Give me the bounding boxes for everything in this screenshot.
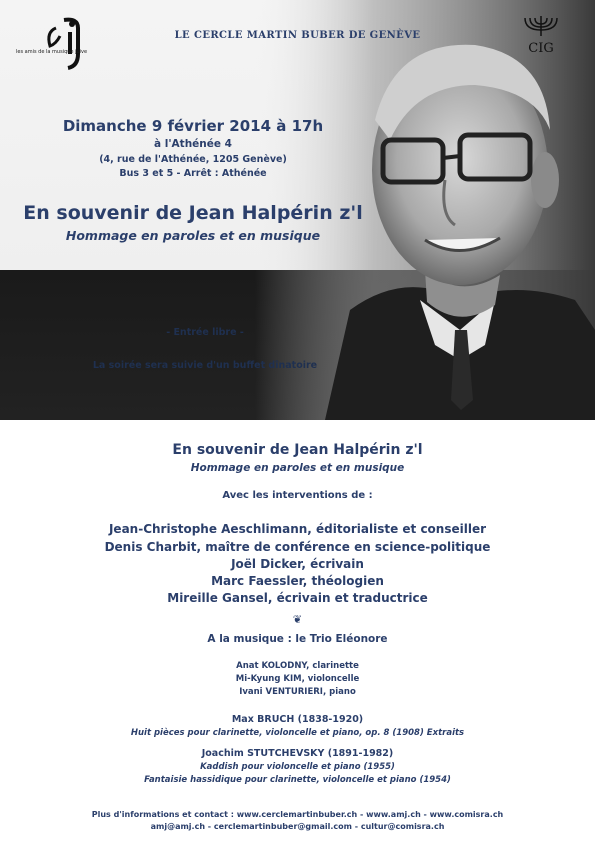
speaker-item: Jean-Christophe Aeschlimann, éditorialiste et conseiller bbox=[108, 522, 487, 536]
cig-menorah-logo bbox=[519, 14, 563, 58]
svg-text:CIG: CIG bbox=[528, 41, 554, 56]
hero-subtitle: Hommage en paroles et en musique bbox=[65, 228, 321, 243]
hero-section bbox=[0, 0, 595, 420]
speaker-item: Denis Charbit, maître de conférence en science-politique bbox=[104, 540, 491, 554]
organizer-name: LE CERCLE MARTIN BUBER DE GENÈVE bbox=[174, 30, 421, 41]
interventions-label: Avec les interventions de : bbox=[222, 490, 373, 501]
speaker-item: Marc Faessler, théologien bbox=[211, 574, 384, 588]
hero-title: En souvenir de Jean Halpérin z'l bbox=[23, 202, 363, 224]
speaker-item: Mireille Gansel, écrivain et traductrice bbox=[167, 591, 428, 605]
program-title: En souvenir de Jean Halpérin z'l bbox=[172, 442, 423, 458]
musician-item: Mi-Kyung KIM, violoncelle bbox=[235, 674, 360, 684]
event-bus: Bus 3 et 5 - Arrêt : Athénée bbox=[119, 168, 267, 179]
ornament-icon: ❦ bbox=[292, 613, 303, 626]
music-label: A la musique : le Trio Eléonore bbox=[207, 633, 388, 645]
composer-stutchevsky: Joachim STUTCHEVSKY (1891-1982) bbox=[201, 748, 394, 759]
footer-contact: Plus d'informations et contact : www.cerclemartinbuber.ch - www.amj.ch - www.comisra.ch bbox=[91, 810, 504, 819]
composer-stutchevsky-work-2: Fantaisie hassidique pour clarinette, violoncelle et piano (1954) bbox=[144, 775, 451, 785]
composer-bruch-work: Huit pièces pour clarinette, violoncelle et piano, op. 8 (1908) Extraits bbox=[130, 728, 465, 738]
speaker-item: Joël Dicker, écrivain bbox=[231, 557, 364, 571]
footer-emails: amj@amj.ch - cerclemartinbuber@gmail.com - cultur@comisra.ch bbox=[150, 822, 445, 831]
composer-stutchevsky-work-1: Kaddish pour violoncelle et piano (1955) bbox=[200, 762, 395, 772]
musician-item: Ivani VENTURIERI, piano bbox=[239, 687, 356, 697]
program-subtitle: Hommage en paroles et en musique bbox=[190, 462, 405, 474]
event-address: (4, rue de l'Athénée, 1205 Genève) bbox=[99, 154, 287, 165]
composer-bruch: Max BRUCH (1838-1920) bbox=[231, 714, 364, 725]
event-location: à l'Athénée 4 bbox=[154, 138, 232, 150]
musician-item: Anat KOLODNY, clarinette bbox=[236, 661, 359, 671]
amj-logo bbox=[16, 14, 106, 70]
event-date: Dimanche 9 février 2014 à 17h bbox=[62, 117, 324, 135]
buffet-note: La soirée sera suivie d'un buffet dînatoire bbox=[92, 360, 318, 371]
amj-caption: les amis de la musique juive bbox=[16, 49, 88, 55]
entree-libre: - Entrée libre - bbox=[166, 327, 244, 338]
